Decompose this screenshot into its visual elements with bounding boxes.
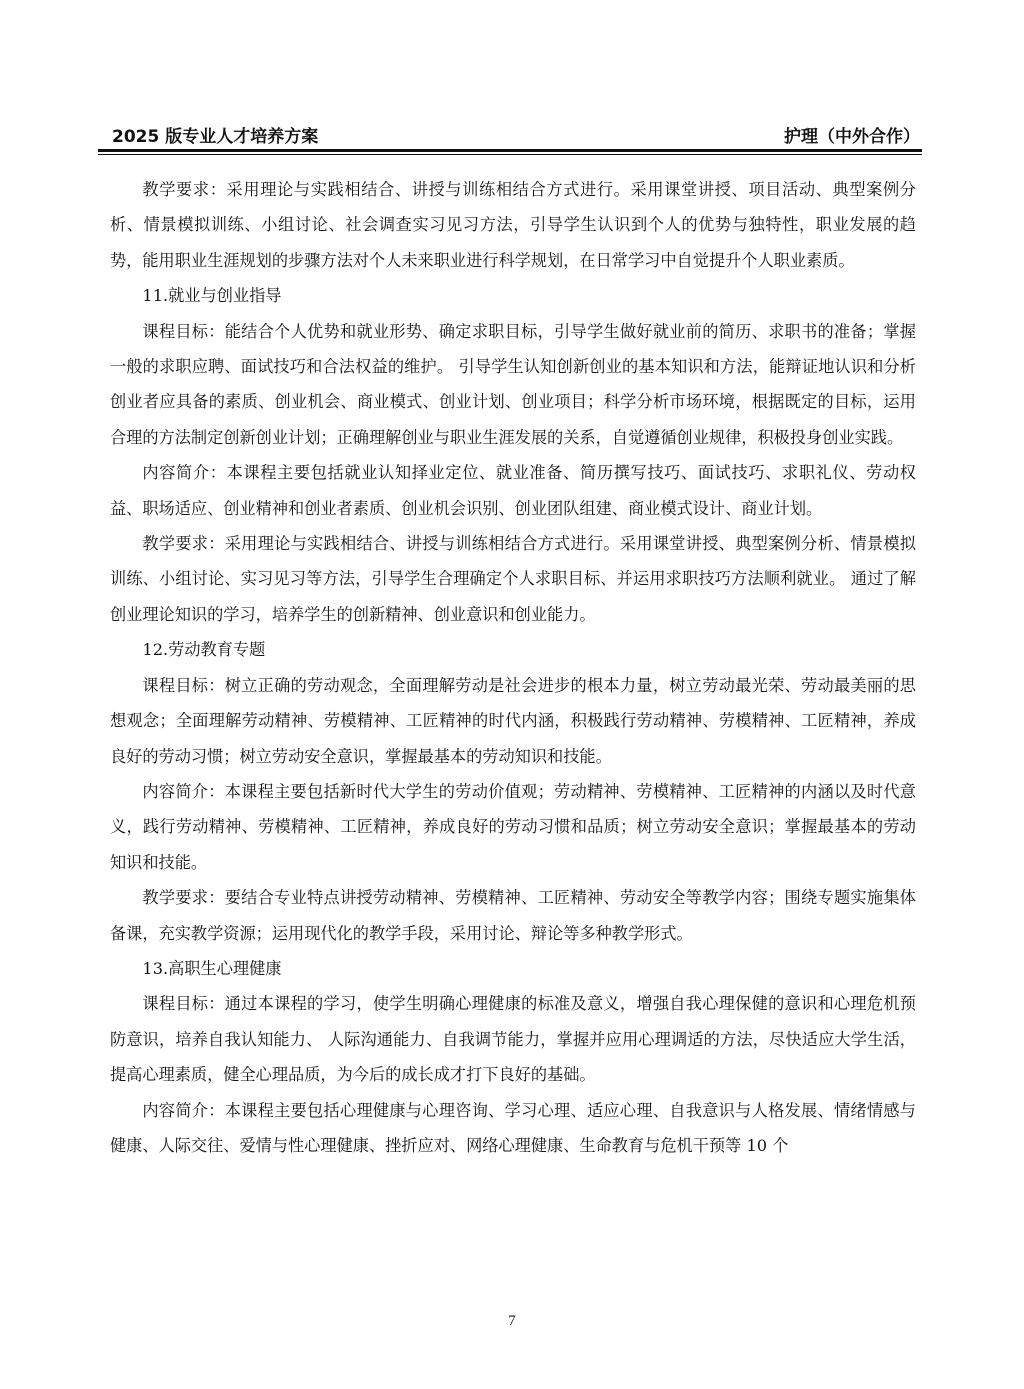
- section-heading-13: 13.高职生心理健康: [142, 958, 282, 978]
- paragraph-content-summary: 内容简介：本课程主要包括心理健康与心理咨询、学习心理、适应心理、自我意识与人格发展、情绪情感与健康、人际交往、爱情与性心理健康、挫折应对、网络心理健康、生命教育与危机干预等 10 个: [110, 1100, 916, 1155]
- paragraph-teaching-requirements: 教学要求：采用理论与实践相结合、讲授与训练相结合方式进行。采用课堂讲授、典型案例分析、情景模拟训练、小组讨论、实习见习等方法，引导学生合理确定个人求职目标、并运用求职技巧方法顺利就业。 通过了解创业理论知识的学习，培养学生的创新精神、创业意识和创业能力。: [110, 534, 916, 624]
- header-program: 护理（中外合作）: [784, 127, 920, 147]
- section-heading-12: 12.劳动教育专题: [142, 640, 266, 660]
- page-header: [112, 124, 920, 150]
- paragraph-content-summary: 内容简介：本课程主要包括新时代大学生的劳动价值观；劳动精神、劳模精神、工匠精神的内涵以及时代意义，践行劳动精神、劳模精神、工匠精神，养成良好的劳动习惯和品质；树立劳动安全意识；掌握最基本的劳动知识和技能。: [110, 781, 916, 872]
- paragraph-teaching-requirements: 教学要求：采用理论与实践相结合、讲授与训练相结合方式进行。采用课堂讲授、项目活动、典型案例分析、情景模拟训练、小组讨论、社会调查实习见习方法，引导学生认识到个人的优势与独特性，职业发展的趋势，能用职业生涯规划的步骤方法对个人未来职业进行科学规划，在日常学习中自觉提升个人职业素质。: [110, 180, 916, 270]
- paragraph-course-goal: 课程目标：树立正确的劳动观念，全面理解劳动是社会进步的根本力量，树立劳动最光荣、劳动最美丽的思想观念；全面理解劳动精神、劳模精神、工匠精神的时代内涵，积极践行劳动精神、劳模精神、工匠精神，养成良好的劳动习惯；树立劳动安全意识，掌握最基本的劳动知识和技能。: [110, 675, 916, 766]
- section-heading-11: 11.就业与创业指导: [142, 286, 282, 306]
- page-number: 7: [508, 1313, 516, 1329]
- header-rule-thick: [98, 149, 922, 152]
- paragraph-teaching-requirements: 教学要求：要结合专业特点讲授劳动精神、劳模精神、工匠精神、劳动安全等教学内容；围绕专题实施集体备课，充实教学资源；运用现代化的教学手段，采用讨论、辩论等多种教学形式。: [110, 888, 916, 943]
- paragraph-course-goal: 课程目标：能结合个人优势和就业形势、确定求职目标，引导学生做好就业前的简历、求职书的准备；掌握一般的求职应聘、面试技巧和合法权益的维护。 引导学生认知创新创业的基本知识和方法，能辩证地认识和分析创业者应具备的素质、创业机会、商业模式、创业计划、创业项目；科学分析市场环境，根据既定的目标，运用合理的方法制定创新创业计划；正确理解创业与职业生涯发展的关系，自觉遵循创业规律，积极投身创业实践。: [110, 321, 916, 447]
- body-text: [110, 172, 916, 1163]
- header-title: 2025 版专业人才培养方案: [112, 127, 319, 147]
- header-rule-thin: [98, 154, 922, 155]
- paragraph-course-goal: 课程目标：通过本课程的学习，使学生明确心理健康的标准及意义，增强自我心理保健的意识和心理危机预防意识，培养自我认知能力、 人际沟通能力、自我调节能力，掌握并应用心理调适的方法，尽快适应大学生活，提高心理素质，健全心理品质，为今后的成长成才打下良好的基础。: [110, 994, 916, 1085]
- paragraph-content-summary: 内容简介：本课程主要包括就业认知择业定位、就业准备、简历撰写技巧、面试技巧、求职礼仪、劳动权益、职场适应、创业精神和创业者素质、创业机会识别、创业团队组建、商业模式设计、商业计划。: [110, 463, 916, 518]
